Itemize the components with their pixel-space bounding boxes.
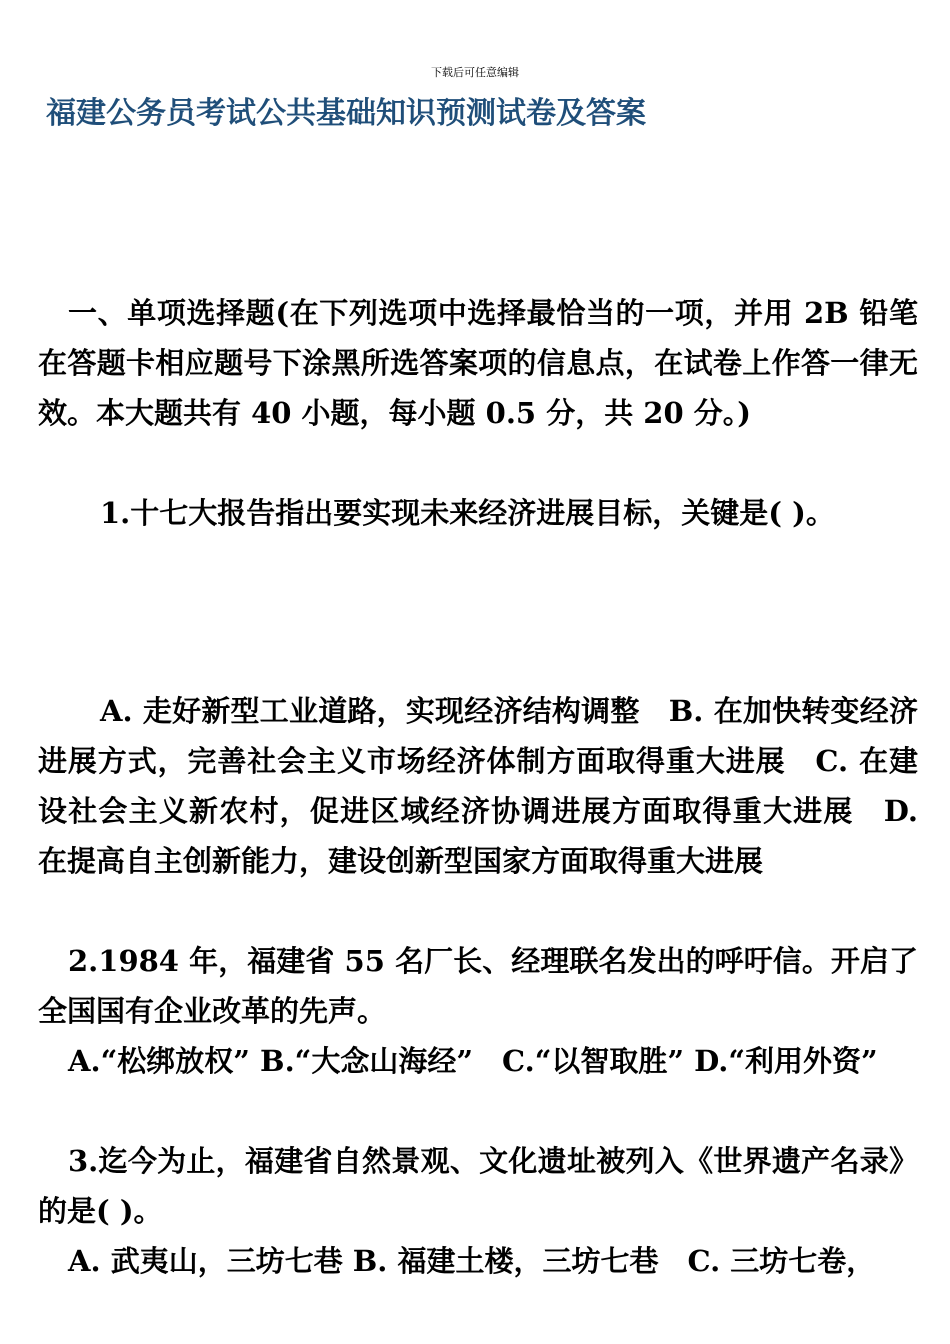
question-3-stem: 3.迄今为止，福建省自然景观、文化遗址被列入《世界遗产名录》的是( )。: [38, 1144, 918, 1228]
question-1-stem-block: [38, 488, 918, 538]
question-2-options: A.“松绑放权” B.“大念山海经” C.“以智取胜” D.“利用外资”: [68, 1044, 878, 1078]
document-title: 福建公务员考试公共基础知识预测试卷及答案: [46, 96, 646, 131]
section-intro: 一、单项选择题(在下列选项中选择最恰当的一项，并用 2B 铅笔在答题卡相应题号下涂黑所选答案项的信息点，在试卷上作答一律无效。本大题共有 40 小题，每小题 0.5 分，共 20 分。): [38, 296, 918, 430]
question-1-stem: 1.十七大报告指出要实现未来经济进展目标，关键是( )。: [100, 496, 835, 530]
header-note: 下载后可任意编辑: [431, 66, 519, 79]
question-1-options-block: [38, 686, 918, 886]
question-2-stem: 2.1984 年，福建省 55 名厂长、经理联名发出的呼吁信。开启了全国国有企业改革的先声。: [38, 944, 918, 1028]
question-3-options-block: [38, 1236, 918, 1286]
section-intro-block: [38, 288, 918, 438]
question-2-stem-block: [38, 936, 918, 1036]
question-3-options: A. 武夷山，三坊七巷 B. 福建土楼，三坊七巷 C. 三坊七卷，: [68, 1244, 876, 1278]
question-3-stem-block: [38, 1136, 918, 1236]
question-1-options: A. 走好新型工业道路，实现经济结构调整 B. 在加快转变经济进展方式，完善社会主义市场经济体制方面取得重大进展 C. 在建设社会主义新农村，促进区域经济协调进展方面取得重大进展 D. 在提高自主创新能力，建设创新型国家方面取得重大进展: [38, 694, 918, 878]
question-2-options-block: [38, 1036, 918, 1086]
